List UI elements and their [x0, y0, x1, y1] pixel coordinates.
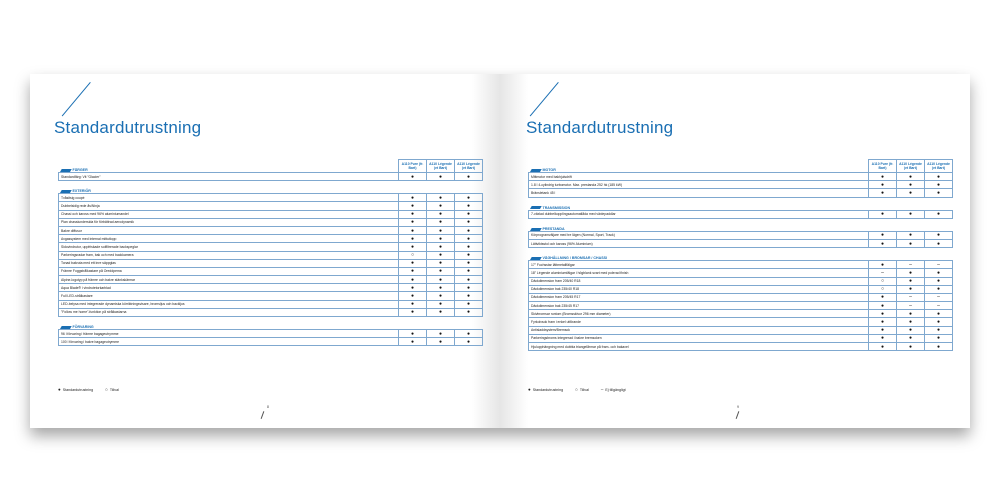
availability-mark: ● — [897, 269, 925, 277]
table-row — [529, 210, 953, 218]
table-row — [59, 194, 483, 202]
legend-text: Tillval — [579, 388, 589, 392]
availability-mark: ○ — [399, 251, 427, 259]
availability-mark: ● — [399, 330, 427, 338]
row-label: Aqua Blade® i vindrutetorkarblad — [59, 284, 399, 292]
section-title — [59, 160, 399, 173]
availability-mark: ● — [925, 173, 953, 181]
legend-item — [601, 388, 632, 392]
availability-mark: ● — [455, 243, 483, 251]
section-bar-icon — [60, 190, 71, 193]
row-label: LED-belysa med integrerade dynamiska körriktningsvisare, bromsljus och backljus — [59, 300, 399, 308]
row-label: Fyrkolvsok fram i enkel utförande — [529, 318, 869, 326]
availability-mark: ● — [925, 210, 953, 218]
table-row — [529, 173, 953, 181]
availability-mark: ● — [427, 338, 455, 346]
row-label: Hjulupphängning med dubbla triangelårmar på fram- och bakaxel — [529, 343, 869, 351]
row-label: Alpine-logotyp på främre och bakre stänkskärmar — [59, 276, 399, 284]
availability-mark: ● — [869, 302, 897, 310]
row-label: Antisladdsystem/Bremsok — [529, 326, 869, 334]
availability-mark: ● — [399, 202, 427, 210]
availability-mark: ● — [869, 318, 897, 326]
availability-mark: ● — [925, 239, 953, 247]
legend — [528, 387, 638, 392]
table-row — [59, 226, 483, 234]
availability-mark: ● — [455, 276, 483, 284]
table-row — [59, 259, 483, 267]
table-row — [529, 334, 953, 342]
availability-mark: ● — [925, 334, 953, 342]
availability-mark: – — [897, 261, 925, 269]
availability-mark: ● — [925, 277, 953, 285]
section-header-row — [529, 160, 953, 173]
availability-mark: ● — [455, 292, 483, 300]
column-header: A110 Légende (et Bart) — [897, 160, 925, 173]
section-name: VÄGHÅLLNING / BROMSAR / CHASSI — [542, 256, 607, 261]
table-row — [529, 269, 953, 277]
section-bar-icon — [530, 228, 541, 231]
section-title — [529, 222, 953, 232]
row-label: Körprogramväljare med tre lägen (Normal, Sport, Track) — [529, 231, 869, 239]
availability-mark: ● — [455, 251, 483, 259]
availability-mark: ● — [869, 231, 897, 239]
row-label: Chassi och kaross med 96% aluminiumandel — [59, 210, 399, 218]
availability-mark: ● — [455, 284, 483, 292]
availability-mark: ● — [427, 194, 455, 202]
availability-mark: ● — [455, 218, 483, 226]
table-row — [59, 338, 483, 346]
availability-mark: ● — [427, 267, 455, 275]
table-row — [59, 235, 483, 243]
availability-mark: – — [925, 293, 953, 301]
table-row — [59, 276, 483, 284]
legend-item — [58, 388, 99, 392]
page-number-slash — [736, 411, 739, 419]
table-row — [529, 310, 953, 318]
left-page — [30, 74, 500, 428]
equipment-table — [528, 159, 953, 351]
table-row — [59, 284, 483, 292]
availability-mark: ● — [427, 308, 455, 316]
section-header-row — [59, 320, 483, 330]
legend-text: Standardutrustning — [532, 388, 564, 392]
legend-text: Tillval — [109, 388, 119, 392]
availability-mark: ● — [399, 173, 427, 181]
availability-mark: ● — [897, 181, 925, 189]
availability-mark: ● — [427, 259, 455, 267]
availability-mark: ● — [455, 173, 483, 181]
section-name: FÖRVARING — [72, 325, 94, 329]
table-row — [529, 231, 953, 239]
legend-symbol: ● — [528, 387, 531, 392]
section-bar-icon — [60, 326, 71, 329]
row-label: Full LED-strålkastare — [59, 292, 399, 300]
table-row — [529, 293, 953, 301]
equipment-table — [58, 159, 483, 346]
row-label: Däckdimension fram 205/40 R18 — [529, 277, 869, 285]
availability-mark: ○ — [869, 285, 897, 293]
section-name: TRANSMISSION — [542, 205, 571, 210]
page-title: Standardutrustning — [54, 118, 202, 137]
legend-symbol: ○ — [105, 387, 108, 392]
table-row — [59, 300, 483, 308]
availability-mark: ● — [455, 194, 483, 202]
availability-mark: ● — [427, 300, 455, 308]
table-row — [529, 302, 953, 310]
row-label: 1.8 l 4-cylindrig turbomotor. Max. prestanda 252 hk (185 kW) — [529, 181, 869, 189]
availability-mark: ● — [427, 210, 455, 218]
availability-mark: ● — [427, 330, 455, 338]
decorative-slash — [62, 82, 91, 116]
row-label: 18" Légende aluminiumfälgar i högblank svart med polerad finish — [529, 269, 869, 277]
availability-mark: ● — [897, 277, 925, 285]
availability-mark: ● — [427, 276, 455, 284]
right-page — [500, 74, 970, 428]
table-row — [529, 189, 953, 197]
row-label: Parkeringsbroms integrerad i bakre bremsoken — [529, 334, 869, 342]
page-number: 8 — [267, 405, 269, 409]
availability-mark: ● — [399, 292, 427, 300]
section-name: EXTERIÖR — [72, 189, 91, 194]
availability-mark: ● — [869, 239, 897, 247]
availability-mark: ● — [925, 318, 953, 326]
availability-mark: – — [925, 302, 953, 310]
availability-mark: ● — [455, 267, 483, 275]
section-title — [529, 201, 953, 211]
section-name: PRESTANDA — [542, 226, 565, 231]
availability-mark: ● — [427, 226, 455, 234]
page-number: 9 — [737, 405, 739, 409]
row-label: "Follow me home"-funktion på strålkastarna — [59, 308, 399, 316]
row-label: Skivbromsar runtom (Bromsskivor 296 mm diameter) — [529, 310, 869, 318]
column-header: A110 Légende (et Bart) — [925, 160, 953, 173]
section-header-row — [529, 201, 953, 211]
availability-mark: ● — [455, 300, 483, 308]
availability-mark: ● — [399, 300, 427, 308]
availability-mark: ● — [399, 243, 427, 251]
decorative-slash — [530, 82, 559, 116]
legend-text: Standardutrustning — [62, 388, 94, 392]
availability-mark: ● — [427, 235, 455, 243]
availability-mark: ● — [427, 292, 455, 300]
availability-mark: ● — [869, 293, 897, 301]
row-label: Lättviktsstol och kaross (96% Aluminium) — [529, 239, 869, 247]
section-title — [529, 160, 869, 173]
legend-symbol: – — [600, 387, 604, 392]
row-label: Bakre diffusor — [59, 226, 399, 234]
legend-symbol: ○ — [575, 387, 578, 392]
availability-mark: ● — [925, 310, 953, 318]
availability-mark: ● — [399, 218, 427, 226]
legend-item — [528, 388, 569, 392]
availability-mark: ● — [897, 189, 925, 197]
section-header-row — [59, 184, 483, 194]
table-row — [59, 243, 483, 251]
table-row — [529, 239, 953, 247]
table-row — [59, 251, 483, 259]
row-label: 96 l förvaring i främre bagageutrymme — [59, 330, 399, 338]
legend-item — [105, 388, 125, 392]
table-row — [59, 210, 483, 218]
availability-mark: ● — [399, 226, 427, 234]
availability-mark: ● — [925, 189, 953, 197]
availability-mark: ● — [427, 284, 455, 292]
row-label: Däckdimension bak 235/45 R17 — [529, 302, 869, 310]
availability-mark: ● — [427, 218, 455, 226]
availability-mark: ● — [399, 235, 427, 243]
legend-text: Ej tillgängligt — [605, 388, 626, 392]
availability-mark: ● — [869, 326, 897, 334]
availability-mark: ● — [897, 210, 925, 218]
table-row — [59, 292, 483, 300]
row-label: Däckdimension fram 205/45 R17 — [529, 293, 869, 301]
availability-mark: ● — [427, 251, 455, 259]
section-title — [529, 251, 953, 261]
availability-mark: ● — [399, 267, 427, 275]
availability-mark: ● — [455, 330, 483, 338]
availability-mark: ● — [897, 343, 925, 351]
availability-mark: ● — [897, 326, 925, 334]
section-name: FÄRGER — [72, 168, 88, 172]
section-header-row — [59, 160, 483, 173]
availability-mark: ● — [869, 181, 897, 189]
availability-mark: ● — [455, 226, 483, 234]
section-bar-icon — [530, 206, 541, 209]
availability-mark: ● — [455, 210, 483, 218]
availability-mark: ● — [925, 181, 953, 189]
availability-mark: ● — [399, 276, 427, 284]
availability-mark: ● — [399, 194, 427, 202]
availability-mark: ● — [925, 231, 953, 239]
section-header-row — [529, 251, 953, 261]
availability-mark: ● — [869, 261, 897, 269]
section-name: MOTOR — [542, 168, 556, 172]
row-label: 100 l förvaring i bakre bagageutrymme — [59, 338, 399, 346]
availability-mark: ● — [925, 326, 953, 334]
row-label: Dubbelsidig rede ås/Ninja — [59, 202, 399, 210]
table-row — [529, 261, 953, 269]
row-label: Tvåsitsig coupé — [59, 194, 399, 202]
section-bar-icon — [530, 257, 541, 260]
availability-mark: ● — [897, 318, 925, 326]
availability-mark: ● — [455, 308, 483, 316]
legend — [58, 387, 131, 392]
row-label: Avgassystem med internal mittutlopp — [59, 235, 399, 243]
availability-mark: ● — [925, 269, 953, 277]
availability-mark: – — [925, 261, 953, 269]
section-title — [59, 184, 483, 194]
availability-mark: – — [869, 269, 897, 277]
table-row — [529, 318, 953, 326]
availability-mark: ● — [869, 189, 897, 197]
section-bar-icon — [530, 169, 541, 172]
availability-mark: – — [897, 293, 925, 301]
table-row — [59, 202, 483, 210]
table-row — [59, 308, 483, 316]
table-row — [59, 330, 483, 338]
row-label: Mittmotor med bakhjulsdrift — [529, 173, 869, 181]
availability-mark: ○ — [869, 277, 897, 285]
table-row — [59, 267, 483, 275]
row-label: Främre Foggstrålkastare på Oreddpema — [59, 267, 399, 275]
table-row — [529, 285, 953, 293]
row-label: Parkeringsradar fram, bak och med backkamera — [59, 251, 399, 259]
availability-mark: ● — [399, 259, 427, 267]
row-label: Bränsletank 45 l — [529, 189, 869, 197]
row-label: Tonad bakruta med ett inre säppglas — [59, 259, 399, 267]
availability-mark: ● — [455, 235, 483, 243]
row-label: Plan chassiundersida för förbättrad aerodynamik — [59, 218, 399, 226]
row-label: Sidovindrutor, uppfriskade solfiltrerade backspeglar — [59, 243, 399, 251]
availability-mark: ● — [399, 284, 427, 292]
legend-symbol: ● — [58, 387, 61, 392]
availability-mark: ● — [427, 243, 455, 251]
availability-mark: ● — [897, 231, 925, 239]
page-title: Standardutrustning — [526, 118, 674, 137]
table-row — [529, 181, 953, 189]
availability-mark: ● — [869, 310, 897, 318]
column-header: A110 Légende (et Bart) — [427, 160, 455, 173]
row-label: Standardfärg: Vit "Glacier" — [59, 173, 399, 181]
availability-mark: ● — [427, 202, 455, 210]
table-row — [529, 343, 953, 351]
availability-mark: ● — [399, 338, 427, 346]
availability-mark: ● — [455, 338, 483, 346]
availability-mark: ● — [869, 173, 897, 181]
availability-mark: ● — [897, 334, 925, 342]
availability-mark: ● — [897, 239, 925, 247]
section-header-row — [529, 222, 953, 232]
legend-item — [575, 388, 595, 392]
availability-mark: – — [897, 302, 925, 310]
section-title — [59, 320, 483, 330]
availability-mark: ● — [455, 202, 483, 210]
availability-mark: ● — [869, 210, 897, 218]
availability-mark: ● — [455, 259, 483, 267]
availability-mark: ● — [399, 308, 427, 316]
availability-mark: ● — [869, 343, 897, 351]
table-row — [59, 173, 483, 181]
availability-mark: ● — [427, 173, 455, 181]
column-header: A110 Légende (et Bart) — [455, 160, 483, 173]
table-row — [529, 277, 953, 285]
column-header: A110 Pure (fr. Bart) — [869, 160, 897, 173]
availability-mark: ● — [399, 210, 427, 218]
row-label: Däckdimension bak 235/40 R18 — [529, 285, 869, 293]
table-row — [59, 218, 483, 226]
column-header: A110 Pure (fr. Bart) — [399, 160, 427, 173]
availability-mark: ● — [925, 285, 953, 293]
table-row — [529, 326, 953, 334]
availability-mark: ● — [869, 334, 897, 342]
availability-mark: ● — [897, 310, 925, 318]
availability-mark: ● — [925, 343, 953, 351]
availability-mark: ● — [897, 285, 925, 293]
brochure-spread — [30, 74, 970, 428]
page-number-slash — [261, 411, 264, 419]
row-label: 7-växlad dubbelkopplingsautomatlåda med växlepaddlar — [529, 210, 869, 218]
availability-mark: ● — [897, 173, 925, 181]
section-bar-icon — [60, 169, 71, 172]
row-label: 17" Fuchsstar lättmetallfälgar — [529, 261, 869, 269]
